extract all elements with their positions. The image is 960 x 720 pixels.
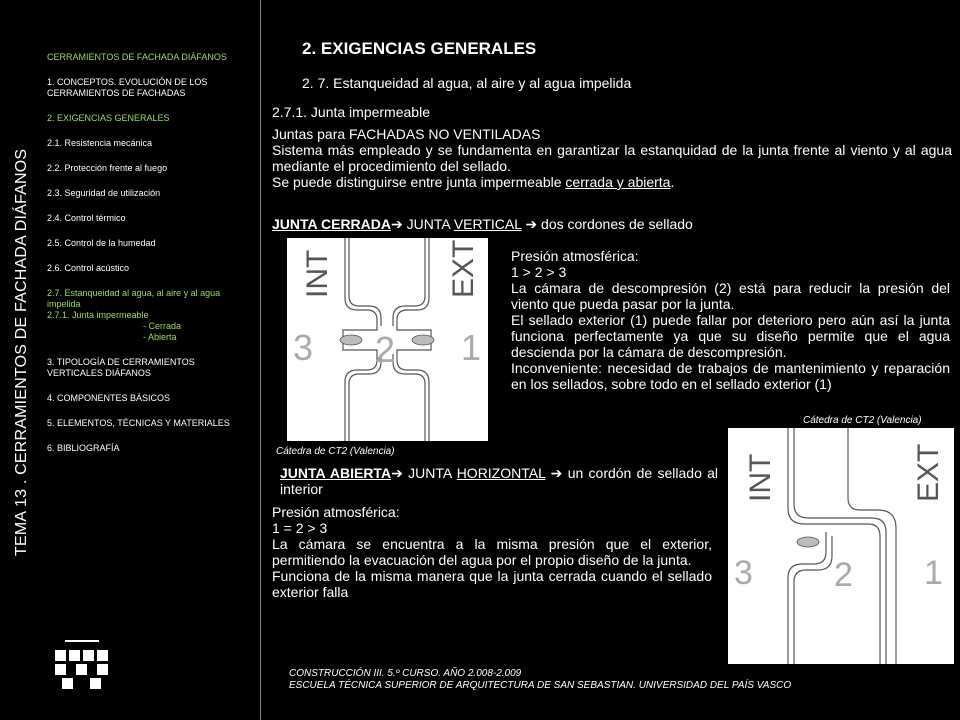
fig1-ext-label: EXT	[447, 239, 480, 298]
nav-sub-abierta[interactable]: - Abierta	[143, 332, 177, 342]
footer-line-1: CONSTRUCCIÓN III. 5.º CURSO. AÑO 2.008-2.009	[289, 668, 522, 679]
nav-item-title[interactable]: CERRAMIENTOS DE FACHADA DIÁFANOS	[47, 52, 227, 62]
fig1-num-1: 1	[461, 327, 482, 368]
nav-item-resistencia[interactable]: 2.1. Resistencia mecánica	[47, 138, 153, 148]
intro-text-2: Se puede distinguirse entre junta impermeable cerrada y abierta.	[272, 174, 675, 190]
university-logo-icon	[55, 636, 109, 690]
nav-item-bibliografia[interactable]: 6. BIBLIOGRAFÍA	[47, 443, 120, 453]
nav-item-estanqueidad[interactable]	[47, 288, 252, 343]
nav-item-estanqueidad-label: 2.7. Estanqueidad al agua, al aire y al agua impelida	[47, 288, 221, 309]
abierta-pressure-value: 1 = 2 > 3	[272, 520, 328, 536]
cerrada-pressure-label: Presión atmosférica:	[511, 248, 639, 264]
nav-sub-cerrada[interactable]: - Cerrada	[143, 321, 182, 331]
cerrada-pressure-value: 1 > 2 > 3	[511, 264, 567, 280]
intro-heading: Juntas para FACHADAS NO VENTILADAS	[272, 126, 541, 142]
abierta-pressure-label: Presión atmosférica:	[272, 504, 400, 520]
fig1-num-2: 2	[375, 329, 396, 370]
fig1-num-3: 3	[293, 327, 314, 368]
nav-item-componentes[interactable]: 4. COMPONENTES BÁSICOS	[47, 393, 171, 403]
sidebar-divider	[260, 0, 261, 720]
junta-cerrada-diagram	[287, 238, 488, 441]
fig2-int-label: INT	[744, 453, 777, 502]
abierta-text	[272, 504, 712, 600]
nav-item-elementos[interactable]: 5. ELEMENTOS, TÉCNICAS Y MATERIALES	[47, 418, 230, 428]
nav-menu	[47, 52, 252, 468]
footer	[289, 668, 791, 692]
nav-item-exigencias[interactable]: 2. EXIGENCIAS GENERALES	[47, 113, 170, 123]
sidebar	[0, 0, 260, 720]
fig1-caption: Cátedra de CT2 (Valencia)	[276, 446, 395, 457]
intro-text: Sistema más empleado y se fundamenta en garantizar la estanquidad de la junta frente al viento y al agua mediante el procedimiento del sellado.	[272, 142, 952, 174]
nav-item-fuego[interactable]: 2.2. Protección frente al fuego	[47, 163, 168, 173]
nav-item-seguridad[interactable]: 2.3. Seguridad de utilización	[47, 188, 161, 198]
nav-item-acustico[interactable]: 2.6. Control acústico	[47, 263, 130, 273]
nav-sub-junta[interactable]: 2.7.1. Junta impermeable	[47, 310, 149, 320]
intro-link: cerrada y abierta	[565, 174, 671, 190]
subsection-title: 2. 7. Estanqueidad al agua, al aire y al agua impelida	[302, 75, 632, 91]
subsubsection-title: 2.7.1. Junta impermeable	[272, 104, 430, 120]
junta-abierta-diagram	[728, 428, 954, 664]
abierta-p2: Funciona de la misma manera que la junta cerrada cuando el sellado exterior falla	[272, 568, 712, 600]
fig2-ext-label: EXT	[912, 443, 945, 502]
section-title: 2. EXIGENCIAS GENERALES	[302, 39, 537, 58]
vertical-title: TEMA 13 . CERRAMIENTOS DE FACHADA DIÁFANOS	[13, 148, 30, 556]
fig2-num-3: 3	[734, 554, 753, 592]
cerrada-p1: La cámara de descompresión (2) está para reducir la presión del viento que pueda pasar por la junta.	[511, 280, 950, 312]
fig2-num-2: 2	[834, 556, 853, 594]
intro-block	[272, 126, 952, 190]
junta-abierta-heading: JUNTA ABIERTA➔ JUNTA HORIZONTAL ➔ un cordón de sellado al interior	[280, 465, 719, 497]
junta-cerrada-heading: JUNTA CERRADA➔ JUNTA VERTICAL ➔ dos cordones de sellado	[272, 216, 693, 232]
nav-item-termico[interactable]: 2.4. Control térmico	[47, 213, 126, 223]
abierta-p1: La cámara se encuentra a la misma presión que el exterior, permitiendo la evacuación del agua por el propio diseño de la junta.	[272, 536, 712, 568]
footer-line-2: ESCUELA TÉCNICA SUPERIOR DE ARQUITECTURA DE SAN SEBASTIAN. UNIVERSIDAD DEL PAÍS VASCO	[289, 680, 792, 691]
nav-item-conceptos[interactable]: 1. CONCEPTOS. EVOLUCIÓN DE LOS CERRAMIENTOS DE FACHADAS	[47, 77, 208, 98]
fig2-num-1: 1	[924, 554, 943, 592]
nav-item-tipologia[interactable]: 3. TIPOLOGÍA DE CERRAMIENTOS VERTICALES DIÁFANOS	[47, 357, 195, 378]
cerrada-p3: Inconveniente: necesidad de trabajos de mantenimiento y reparación en los sellados, sobre todo en el sellado exterior (1)	[511, 360, 950, 392]
fig1-int-label: INT	[301, 249, 334, 298]
cerrada-p2: El sellado exterior (1) puede fallar por deterioro pero aún así la junta funciona perfectamente ya que su diseño permite que el agua descienda por la cámara de descompresión.	[511, 312, 950, 360]
cerrada-text	[511, 248, 950, 392]
nav-item-humedad[interactable]: 2.5. Control de la humedad	[47, 238, 156, 248]
fig2-caption: Cátedra de CT2 (Valencia)	[803, 415, 922, 426]
